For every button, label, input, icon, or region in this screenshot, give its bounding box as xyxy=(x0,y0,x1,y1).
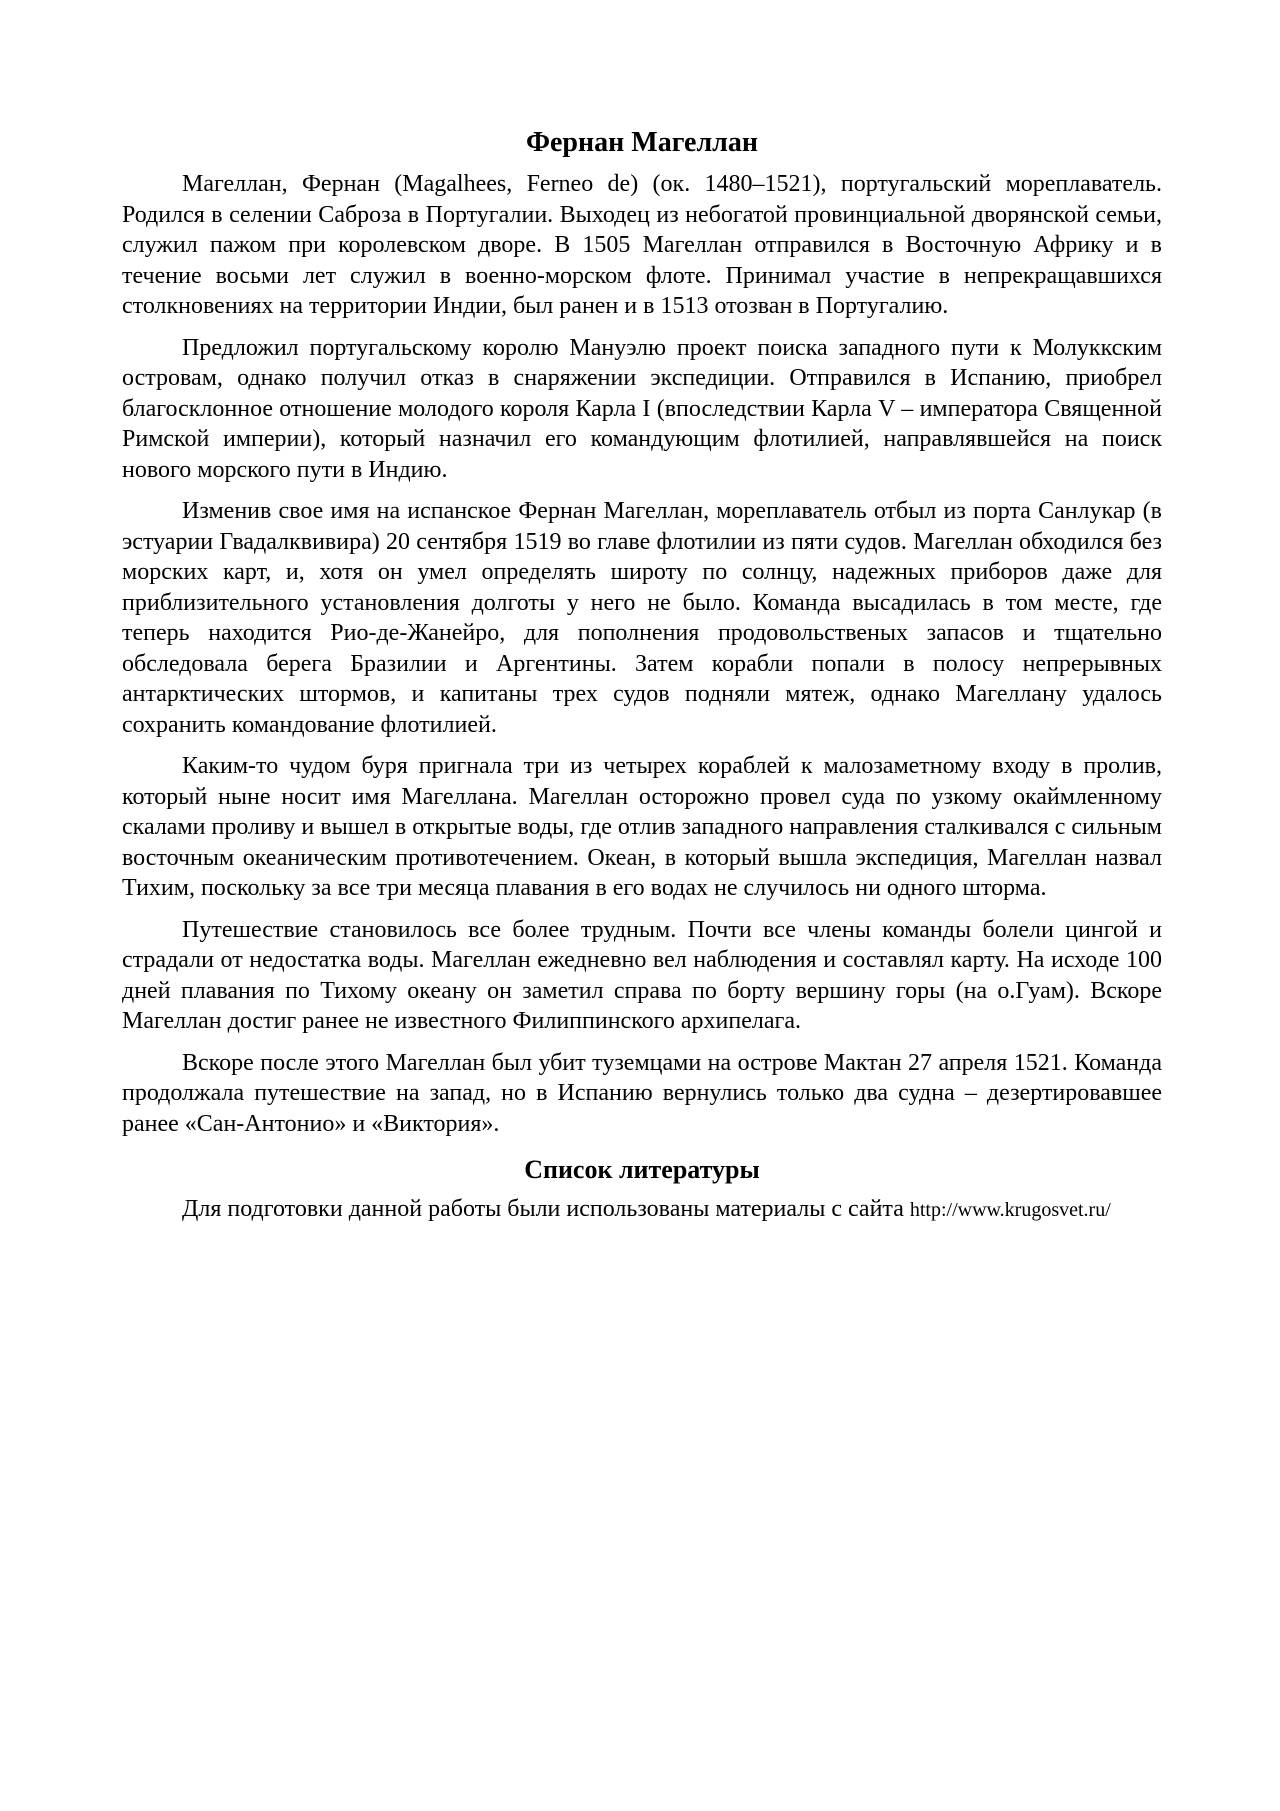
source-link[interactable]: http://www.krugosvet.ru/ xyxy=(909,1199,1111,1221)
references-paragraph xyxy=(122,1194,1162,1226)
paragraph-3: Изменив свое имя на испанское Фернан Магеллан, мореплаватель отбыл из порта Санлукар (в эстуарии Гвадалквивира) 20 сентября 1519 во главе флотилии из пяти судов. Магеллан обходился без морских карт, и, хотя он умел определять широту по солнцу, надежных приборов даже для приблизительного установления долготы у него не было. Команда высадилась в том месте, где теперь находится Рио-де-Жанейро, для пополнения продовольственых запасов и тщательно обследовала берега Бразилии и Аргентины. Затем корабли попали в полосу непрерывных антарктических штормов, и капитаны трех судов подняли мятеж, однако Магеллану удалось сохранить командование флотилией. xyxy=(122,498,1162,738)
paragraph-2: Предложил португальскому королю Мануэлю проект поиска западного пути к Молуккским островам, однако получил отказ в снаряжении экспедиции. Отправился в Испанию, приобрел благосклонное отношение молодого короля Карла I (впоследствии Карла V – императора Священной Римской империи), который назначил его командующим флотилией, направлявшейся на поиск нового морского пути в Индию. xyxy=(122,334,1162,483)
paragraph-5: Путешествие становилось все более трудным. Почти все члены команды болели цингой и страдали от недостатка воды. Магеллан ежедневно вел наблюдения и составлял карту. На исходе 100 дней плавания по Тихому океану он заметил справа по борту вершину горы (на о.Гуам). Вскоре Магеллан достиг ранее не известного Филиппинского архипелага. xyxy=(122,916,1162,1034)
document-body xyxy=(122,123,1162,1226)
references-text: Для подготовки данной работы были использованы материалы с сайта xyxy=(182,1196,904,1222)
paragraph-1: Магеллан, Фернан (Magalhees, Ferneo de) (ок. 1480–1521), португальский мореплаватель. Родился в селении Саброза в Португалии. Выходец из небогатой провинциальной дворянской семьи, служил пажом при королевском дворе. В 1505 Магеллан отправился в Восточную Африку и в течение восьми лет служил в военно-морском флоте. Принимал участие в непрекращавшихся столкновениях на территории Индии, был ранен и в 1513 отозван в Португалию. xyxy=(122,171,1162,319)
references-heading: Список литературы xyxy=(524,1155,760,1184)
paragraph-4: Каким-то чудом буря пригнала три из четырех кораблей к малозаметному входу в пролив, который ныне носит имя Магеллана. Магеллан осторожно провел суда по узкому окаймленному скалами проливу и вышел в открытые воды, где отлив западного направления сталкивался с сильным восточным океаническим противотечением. Океан, в который вышла экспедиция, Магеллан назвал Тихим, поскольку за все три месяца плавания в его водах не случилось ни одного шторма. xyxy=(122,753,1162,901)
paragraph-6: Вскоре после этого Магеллан был убит туземцами на острове Мактан 27 апреля 1521. Команда продолжала путешествие на запад, но в Испанию вернулись только два судна – дезертировавшее ранее «Сан-Антонио» и «Виктория». xyxy=(122,1049,1162,1137)
page-title: Фернан Магеллан xyxy=(525,127,759,158)
